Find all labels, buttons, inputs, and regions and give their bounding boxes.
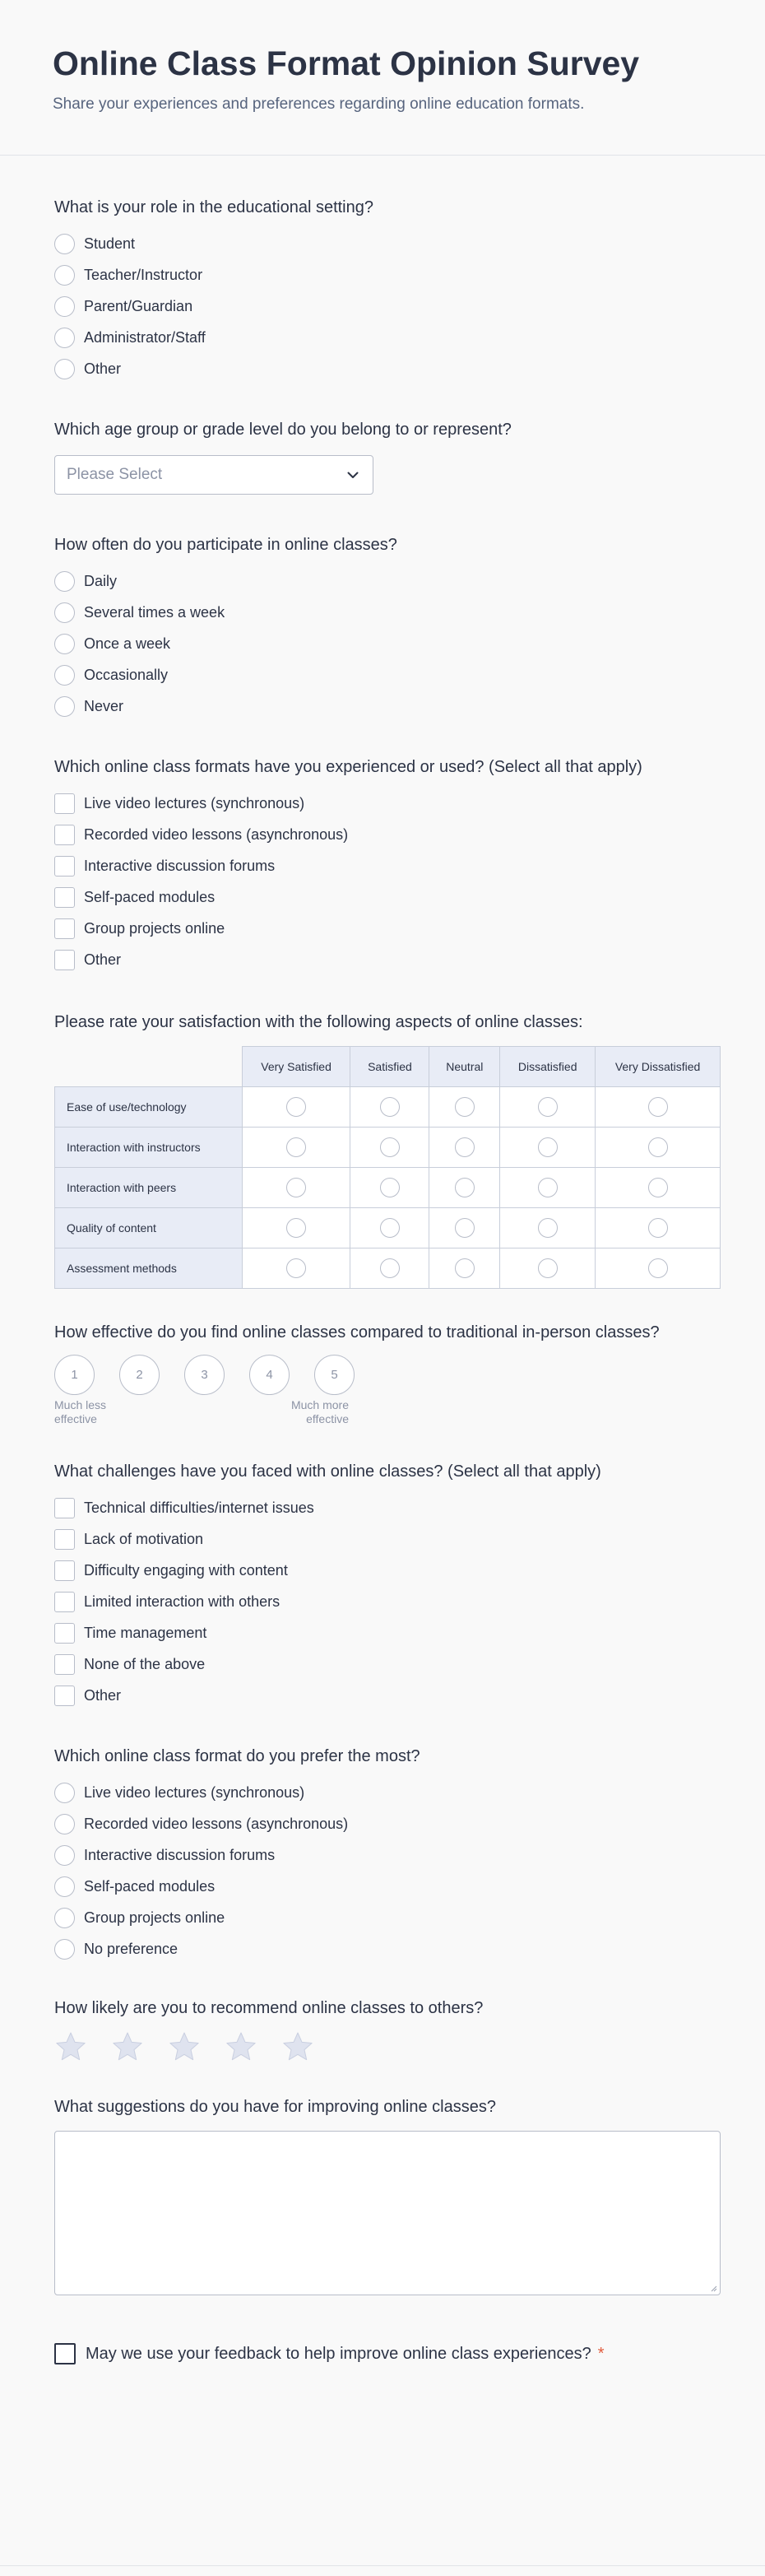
checkbox[interactable] [54,887,75,908]
matrix-cell[interactable] [596,1208,721,1248]
radio-button[interactable] [286,1097,306,1117]
radio-button[interactable] [538,1218,558,1238]
form-header [0,0,765,156]
format-used-option[interactable] [54,850,719,881]
radio-button[interactable] [54,696,75,717]
preferred-option[interactable] [54,1808,719,1839]
scale-low-label-line: Much less [54,1398,107,1411]
form-title: Online Class Format Opinion Survey [53,44,640,82]
dropdown-placeholder: Please Select [67,466,163,483]
preferred-option[interactable] [54,1933,719,1965]
matrix-cell[interactable] [429,1168,500,1208]
radio-button[interactable] [54,1783,75,1803]
question-challenges-label: What challenges have you faced with online classes? (Select all that apply) [54,1462,601,1481]
question-role [54,197,719,384]
checkbox[interactable] [54,793,75,814]
checkbox[interactable] [54,825,75,845]
checkbox[interactable] [54,1498,75,1518]
matrix-cell[interactable] [350,1208,429,1248]
radio-button[interactable] [286,1137,306,1157]
option-label: Student [84,235,136,252]
radio-button[interactable] [455,1097,475,1117]
option-label: Recorded video lessons (asynchronous) [84,1815,349,1832]
option-label: Never [84,697,124,714]
radio-button[interactable] [54,1845,75,1866]
option-label: Self-paced modules [84,888,216,905]
role-option[interactable] [54,322,719,353]
matrix-row-label: Interaction with peers [55,1168,243,1208]
matrix-cell[interactable] [242,1087,350,1128]
radio-button[interactable] [455,1258,475,1278]
option-label: No preference [84,1940,178,1957]
matrix-cell[interactable] [500,1208,596,1248]
checkbox[interactable] [54,1623,75,1644]
required-mark: * [597,2344,605,2363]
matrix-row [55,1087,721,1128]
scale-high-label-line: effective [306,1412,349,1425]
matrix-cell[interactable] [242,1248,350,1289]
option-label: Limited interaction with others [84,1593,280,1610]
option-label: Parent/Guardian [84,297,193,314]
scale-high-label [291,1398,349,1426]
scale-labels [54,1398,349,1426]
matrix-cell[interactable] [596,1128,721,1168]
scale-option-1[interactable]: 1 [54,1355,95,1395]
option-label: Interactive discussion forums [84,857,276,874]
option-label: Group projects online [84,1909,225,1926]
suggestions-textarea[interactable] [54,2131,721,2295]
matrix-cell[interactable] [350,1128,429,1168]
option-label: Live video lectures (synchronous) [84,794,305,811]
matrix-cell[interactable] [350,1168,429,1208]
question-suggestions [54,2096,719,2295]
radio-button[interactable] [648,1218,668,1238]
matrix-cell[interactable] [596,1248,721,1289]
radio-button[interactable] [54,234,75,254]
option-label: Teacher/Instructor [84,266,203,283]
question-effectiveness-label: How effective do you find online classes compared to traditional in-person classes? [54,1323,660,1341]
radio-button[interactable] [286,1218,306,1238]
question-role-label: What is your role in the educational setting? [54,198,373,216]
matrix-cell[interactable] [596,1168,721,1208]
question-preferred-format [54,1746,719,1965]
matrix-row-label: Quality of content [55,1208,243,1248]
radio-button[interactable] [54,571,75,592]
radio-button[interactable] [380,1097,400,1117]
radio-button[interactable] [54,1814,75,1834]
matrix-row-label: Interaction with instructors [55,1128,243,1168]
matrix-cell[interactable] [429,1248,500,1289]
matrix-corner [55,1047,243,1087]
matrix-cell[interactable] [500,1168,596,1208]
radio-button[interactable] [54,1908,75,1928]
option-label: Other [84,951,122,968]
question-formats-used [54,756,719,975]
preferred-option[interactable] [54,1839,719,1871]
frequency-option[interactable] [54,690,719,722]
role-option[interactable] [54,353,719,384]
matrix-cell[interactable] [350,1087,429,1128]
option-label: Recorded video lessons (asynchronous) [84,825,349,843]
scale-option-3[interactable]: 3 [184,1355,225,1395]
matrix-row-label: Ease of use/technology [55,1087,243,1128]
question-recommend [54,1997,719,2063]
option-label: Several times a week [84,603,225,621]
matrix-row [55,1208,721,1248]
challenge-option[interactable] [54,1648,719,1680]
star-icon[interactable] [168,2030,201,2063]
preferred-option[interactable] [54,1777,719,1808]
option-label: None of the above [84,1655,206,1672]
scale-option-5[interactable]: 5 [314,1355,355,1395]
challenge-option[interactable] [54,1680,719,1711]
star-icon[interactable] [281,2030,314,2063]
radio-button[interactable] [538,1258,558,1278]
question-age [54,419,719,495]
frequency-option[interactable] [54,628,719,659]
matrix-column-header: Very Dissatisfied [596,1047,721,1087]
radio-button[interactable] [648,1137,668,1157]
matrix-row [55,1248,721,1289]
challenge-option[interactable] [54,1555,719,1586]
matrix-cell[interactable] [242,1208,350,1248]
effectiveness-scale [54,1355,719,1395]
matrix-cell[interactable] [500,1248,596,1289]
option-label: Live video lectures (synchronous) [84,1783,305,1801]
option-label: Technical difficulties/internet issues [84,1499,314,1516]
option-label: Lack of motivation [84,1530,204,1547]
resize-grip-icon[interactable] [709,2284,717,2292]
option-label: Administrator/Staff [84,328,206,346]
format-used-option[interactable] [54,913,719,944]
matrix-column-header: Satisfied [350,1047,429,1087]
radio-button[interactable] [380,1218,400,1238]
option-label: Daily [84,572,118,589]
option-label: Other [84,1686,122,1704]
matrix-cell[interactable] [500,1087,596,1128]
question-satisfaction-label: Please rate your satisfaction with the following aspects of online classes: [54,1013,583,1031]
matrix-cell[interactable] [429,1128,500,1168]
matrix-cell[interactable] [429,1087,500,1128]
scale-option-4[interactable]: 4 [249,1355,290,1395]
radio-button[interactable] [54,1876,75,1897]
checkbox[interactable] [54,856,75,876]
question-effectiveness [54,1322,719,1426]
frequency-option[interactable] [54,597,719,628]
question-preferred-format-label: Which online class format do you prefer the most? [54,1747,420,1765]
scale-low-label-line: effective [54,1412,97,1425]
radio-button[interactable] [648,1178,668,1197]
format-used-option[interactable] [54,788,719,819]
consent-field[interactable] [54,2343,719,2364]
radio-button[interactable] [54,328,75,348]
radio-button[interactable] [54,265,75,286]
matrix-cell[interactable] [242,1128,350,1168]
option-label: Interactive discussion forums [84,1846,276,1863]
challenge-option[interactable] [54,1523,719,1555]
radio-button[interactable] [54,665,75,686]
radio-button[interactable] [455,1137,475,1157]
frequency-option[interactable] [54,565,719,597]
chevron-down-icon [345,467,361,483]
matrix-cell[interactable] [242,1168,350,1208]
scale-option-2[interactable]: 2 [119,1355,160,1395]
preferred-option[interactable] [54,1902,719,1933]
star-icon[interactable] [111,2030,144,2063]
radio-button[interactable] [538,1178,558,1197]
format-used-option[interactable] [54,819,719,850]
matrix-column-header: Neutral [429,1047,500,1087]
satisfaction-matrix [54,1046,721,1289]
challenge-option[interactable] [54,1586,719,1617]
preferred-option[interactable] [54,1871,719,1902]
radio-button[interactable] [538,1137,558,1157]
radio-button[interactable] [54,359,75,379]
matrix-column-header: Very Satisfied [242,1047,350,1087]
format-used-option[interactable] [54,944,719,975]
scale-low-label [54,1398,106,1426]
checkbox[interactable] [54,918,75,939]
radio-button[interactable] [538,1097,558,1117]
radio-button[interactable] [455,1178,475,1197]
option-label: Group projects online [84,919,225,937]
checkbox[interactable] [54,1592,75,1612]
radio-button[interactable] [648,1258,668,1278]
matrix-cell[interactable] [429,1208,500,1248]
checkbox[interactable] [54,1654,75,1675]
option-label: Once a week [84,635,171,652]
radio-button[interactable] [648,1097,668,1117]
survey-form [0,197,765,2364]
radio-button[interactable] [54,296,75,317]
radio-button[interactable] [286,1258,306,1278]
role-option[interactable] [54,259,719,291]
consent-checkbox[interactable] [54,2343,76,2364]
matrix-cell[interactable] [500,1128,596,1168]
question-challenges [54,1461,719,1711]
matrix-cell[interactable] [350,1248,429,1289]
question-suggestions-label: What suggestions do you have for improving online classes? [54,2098,496,2116]
radio-button[interactable] [380,1137,400,1157]
option-label: Occasionally [84,666,169,683]
option-label: Self-paced modules [84,1877,216,1895]
checkbox[interactable] [54,950,75,970]
radio-button[interactable] [54,1939,75,1960]
option-label: Difficulty engaging with content [84,1561,288,1579]
challenge-option[interactable] [54,1617,719,1648]
role-option[interactable] [54,228,719,259]
radio-button[interactable] [286,1178,306,1197]
radio-button[interactable] [455,1218,475,1238]
radio-button[interactable] [54,634,75,654]
option-label: Other [84,360,122,377]
star-icon[interactable] [225,2030,257,2063]
question-recommend-label: How likely are you to recommend online classes to others? [54,1999,484,2017]
matrix-row [55,1128,721,1168]
footer-divider [0,2565,765,2566]
scale-high-label-line: Much more [290,1398,349,1411]
matrix-row [55,1168,721,1208]
question-frequency-label: How often do you participate in online classes? [54,536,397,554]
radio-button[interactable] [54,602,75,623]
question-frequency [54,534,719,722]
challenge-option[interactable] [54,1492,719,1523]
checkbox[interactable] [54,1529,75,1550]
consent-label: May we use your feedback to help improve online class experiences? [86,2345,591,2363]
matrix-row-label: Assessment methods [55,1248,243,1289]
format-used-option[interactable] [54,881,719,913]
radio-button[interactable] [380,1178,400,1197]
checkbox[interactable] [54,1560,75,1581]
frequency-option[interactable] [54,659,719,690]
question-age-label: Which age group or grade level do you belong to or represent? [54,421,512,439]
option-label: Time management [84,1624,207,1641]
matrix-cell[interactable] [596,1087,721,1128]
form-subtitle: Share your experiences and preferences regarding online education formats. [53,95,585,113]
role-option[interactable] [54,291,719,322]
checkbox[interactable] [54,1686,75,1706]
question-formats-used-label: Which online class formats have you experienced or used? (Select all that apply) [54,758,642,776]
matrix-column-header: Dissatisfied [500,1047,596,1087]
radio-button[interactable] [380,1258,400,1278]
age-group-dropdown[interactable] [54,455,373,495]
question-satisfaction [54,1011,719,1289]
star-icon[interactable] [54,2030,87,2063]
star-rating [54,2030,719,2063]
